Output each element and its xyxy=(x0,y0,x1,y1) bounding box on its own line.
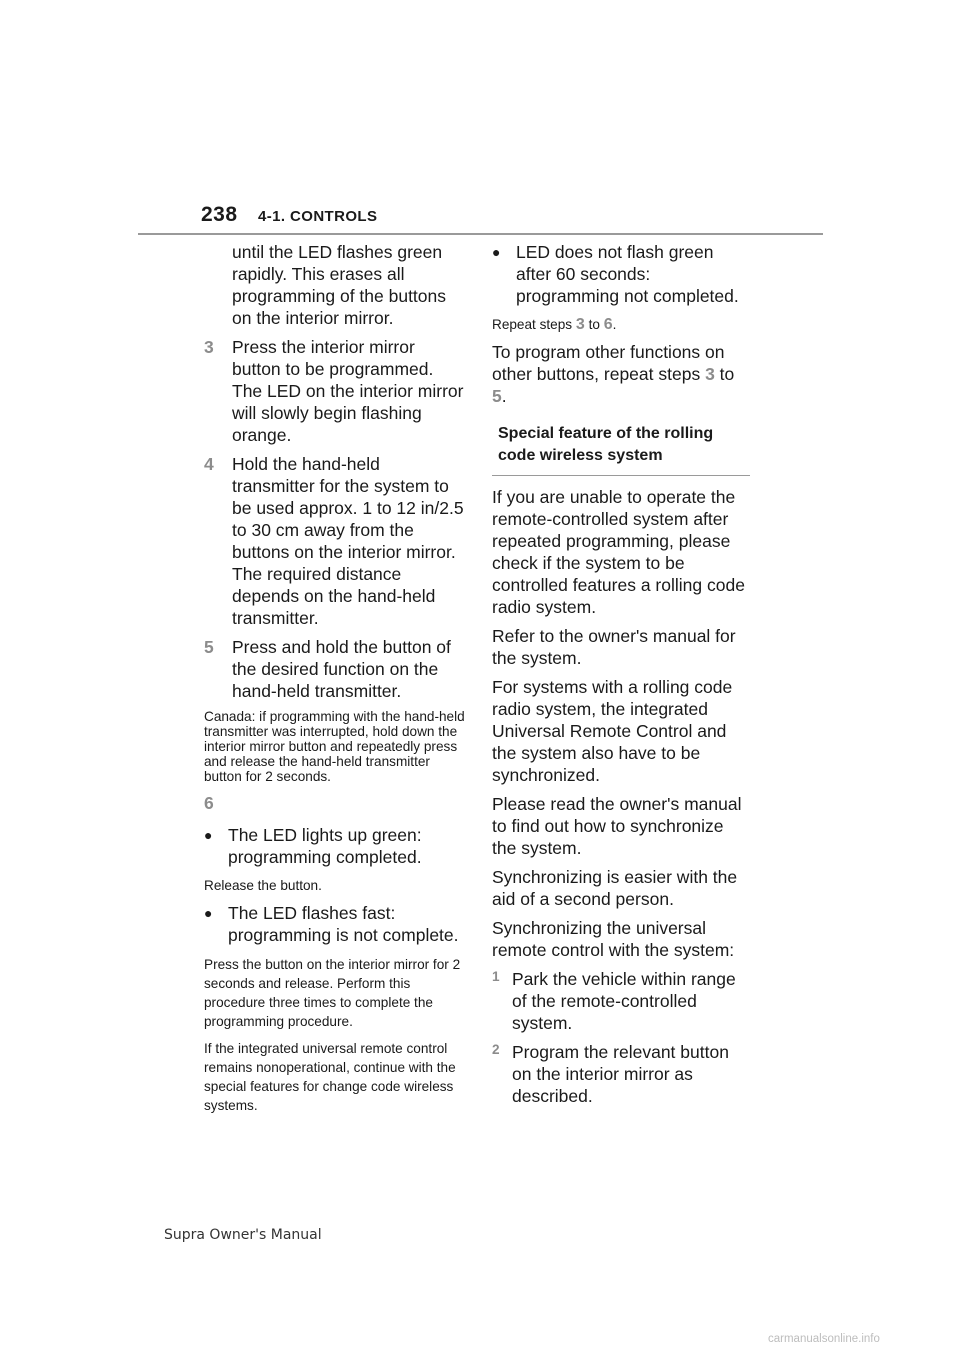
canada-note: Canada: if programming with the hand-held transmitter was interrupted, hold down the interior mirror button and repeatedly press and release the hand-held transmitter button for 2 seconds. xyxy=(204,709,465,784)
paragraph: Refer to the owner's manual for the system. xyxy=(492,626,736,668)
bullet-text: The LED flashes fast: programming is not complete. xyxy=(228,903,459,945)
section-title: 4-1. CONTROLS xyxy=(258,208,378,225)
sync-step-2 xyxy=(492,1041,750,1107)
step-text: Hold the hand-held transmitter for the system to be used approx. 1 to 12 in/2.5 to 30 cm away from the buttons on the interior mirror. The required distance depends on the hand-held transmitter. xyxy=(232,454,464,628)
step-text: Park the vehicle within range of the remote-controlled system. xyxy=(512,969,736,1033)
step-text: Program the relevant button on the interior mirror as described. xyxy=(512,1042,729,1106)
step-5 xyxy=(204,636,466,702)
step-6-number: 6 xyxy=(204,793,214,813)
bullet-icon: ● xyxy=(492,244,501,260)
page-header xyxy=(0,203,960,235)
watermark: carmanualsonline.info xyxy=(768,1333,880,1345)
other-buttons-paragraph: To program other functions on other buttons, repeat steps 3 to 5. xyxy=(492,342,735,406)
step-number: 5 xyxy=(204,637,214,657)
step-text: Press and hold the button of the desired function on the hand-held transmitter. xyxy=(232,637,451,701)
continued-paragraph: until the LED flashes green rapidly. This erases all programming of the buttons on the interior mirror. xyxy=(232,242,447,328)
integrated-note: If the integrated universal remote control remains nonoperational, continue with the special features for change code wireless systems. xyxy=(204,1041,456,1113)
step-number: 1 xyxy=(492,969,500,984)
bullet-led-fast xyxy=(204,902,466,946)
paragraph: Please read the owner's manual to find out how to synchronize the system. xyxy=(492,794,742,858)
paragraph: Synchronizing the universal remote control with the system: xyxy=(492,918,735,960)
bullet-text: The LED lights up green: programming completed. xyxy=(228,825,422,867)
bullet-led-no-flash xyxy=(492,241,750,307)
step-3 xyxy=(204,336,466,446)
paragraph: Synchronizing is easier with the aid of a second person. xyxy=(492,867,738,909)
right-column xyxy=(492,241,750,1114)
left-column xyxy=(204,241,466,1123)
repeat-steps-note: Repeat steps 3 to 6. xyxy=(492,316,617,333)
bullet-icon: ● xyxy=(204,827,213,843)
step-number: 2 xyxy=(492,1042,500,1057)
step-number: 4 xyxy=(204,454,214,474)
bullet-icon: ● xyxy=(204,905,213,921)
step-4 xyxy=(204,453,466,629)
bullet-text: LED does not flash green after 60 seconds: programming not completed. xyxy=(516,242,739,306)
paragraph: For systems with a rolling code radio system, the integrated Universal Remote Control and the system also have to be synchronized. xyxy=(492,677,733,785)
sync-step-1 xyxy=(492,968,750,1034)
step-text: Press the interior mirror button to be programmed. The LED on the interior mirror will slowly begin flashing orange. xyxy=(232,337,464,445)
press-note: Press the button on the interior mirror for 2 seconds and release. Perform this procedure three times to complete the programming procedure. xyxy=(204,957,461,1029)
page-number: 238 xyxy=(201,203,238,226)
step-number: 3 xyxy=(204,337,214,357)
footer-manual-title: Supra Owner's Manual xyxy=(164,1227,322,1243)
bullet-led-green xyxy=(204,824,466,868)
subheading-rolling-code: Special feature of the rolling code wireless system xyxy=(492,415,750,476)
header-rule xyxy=(138,233,823,235)
paragraph: If you are unable to operate the remote-controlled system after repeated programming, please check if the system to be controlled features a rolling code radio system. xyxy=(492,487,745,617)
release-note: Release the button. xyxy=(204,878,322,893)
